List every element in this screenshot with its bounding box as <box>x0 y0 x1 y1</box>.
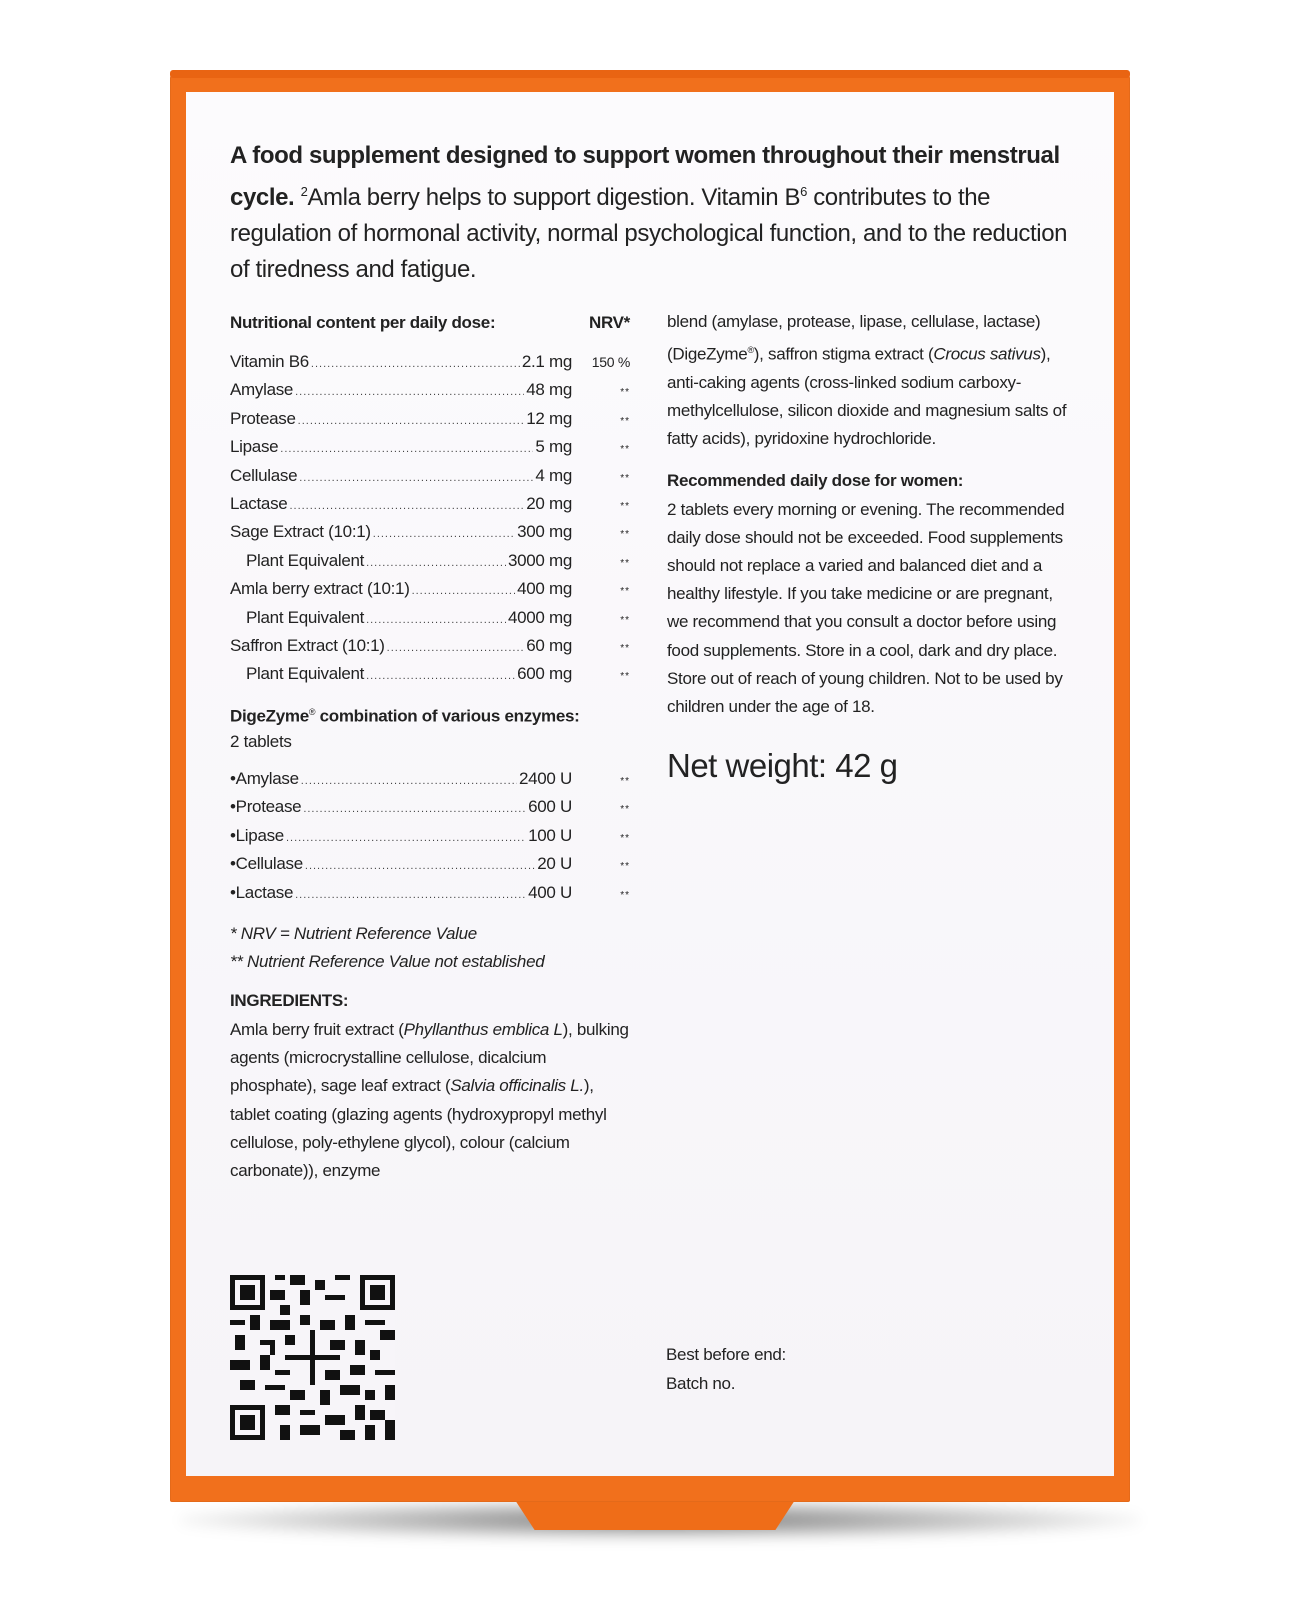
intro-text <box>230 138 1080 288</box>
table-row <box>230 547 630 575</box>
nutrient-name: Protease <box>230 408 296 428</box>
list-item <box>230 879 630 908</box>
nutrient-name: Lactase <box>230 493 288 513</box>
digezyme-heading <box>230 697 630 727</box>
nutrient-amount: 600 mg <box>517 664 572 684</box>
enzyme-amount: 600 U <box>528 797 572 817</box>
nutrition-header <box>230 308 630 338</box>
nutrient-nrv: ** <box>620 387 630 399</box>
table-row <box>230 405 630 433</box>
enzyme-name: • Lipase <box>230 822 284 851</box>
batch-info <box>666 1340 786 1398</box>
nutrient-nrv: ** <box>620 472 630 484</box>
nutrient-amount: 300 mg <box>517 522 572 542</box>
ingredients-latin: Crocus sativus <box>933 344 1041 364</box>
batch-label: Batch no. <box>666 1374 736 1393</box>
table-row <box>230 490 630 518</box>
enzyme-amount: 400 U <box>528 883 572 903</box>
right-column <box>667 308 1067 785</box>
footnotes <box>230 920 630 976</box>
ingredients-part: blend (amylase, protease, lipase, cellulase, lactase) (DigeZyme <box>667 312 1041 364</box>
dose-text: 2 tablets every morning or evening. The recommended daily dose should not be exceeded. Food supplements should not replace a varied and balanced diet and a healthy lifestyle. If you take medicine or are pregnant, we recommend that you consult a doctor before using food supplements. Store in a cool, dark and dry place. Store out of reach of young children. Not to be used by children under the age of 18. <box>667 499 1065 717</box>
table-row <box>230 632 630 660</box>
nutrient-nrv: 150 % <box>591 354 630 370</box>
table-row <box>230 376 630 404</box>
nutrient-nrv: ** <box>620 415 630 427</box>
ingredients-part: ), bulking agents (microcrystalline cellulose, dicalcium phosphate), sage leaf extract ( <box>230 1019 629 1096</box>
nutrient-amount: 400 mg <box>517 579 572 599</box>
registered-mark: ® <box>308 706 316 717</box>
table-row <box>230 660 630 688</box>
nutrient-nrv: ** <box>620 444 630 456</box>
nutrient-name: Plant Equivalent <box>246 550 365 570</box>
nutrient-nrv: ** <box>620 529 630 541</box>
ingredients-part: ), saffron stigma extract ( <box>753 344 934 364</box>
nutrient-nrv: ** <box>620 557 630 569</box>
ingredients-latin: Phyllanthus emblica L <box>403 1019 563 1039</box>
nutrient-amount: 12 mg <box>526 408 572 428</box>
table-row <box>230 518 630 546</box>
enzyme-nrv: ** <box>620 890 630 902</box>
nutrient-name: Amla berry extract (10:1) <box>230 579 410 599</box>
nutrient-nrv: ** <box>620 500 630 512</box>
footnote-2: 2 <box>300 184 308 199</box>
nrv-footnote: * NRV = Nutrient Reference Value <box>230 923 477 943</box>
box-lid <box>170 70 1130 78</box>
nutrient-nrv: ** <box>620 586 630 598</box>
ingredients-text <box>230 1016 630 1186</box>
digezyme-heading-b: combination of various enzymes: <box>315 706 580 726</box>
net-weight: Net weight: 42 g <box>667 747 898 785</box>
ingredients-part: Amla berry fruit extract ( <box>230 1019 404 1039</box>
best-before-label: Best before end: <box>666 1345 786 1364</box>
enzyme-name: • Protease <box>230 793 301 822</box>
enzyme-nrv: ** <box>620 804 630 816</box>
nutrient-amount: 4 mg <box>535 465 572 485</box>
enzyme-amount: 2400 U <box>518 768 572 788</box>
enzyme-amount: 20 U <box>537 854 572 874</box>
nrv-heading: NRV* <box>588 313 630 332</box>
table-row <box>230 575 630 603</box>
intro-text-b: contributes to the regulation of hormonal activity, normal psychological function, and to the reduction of tiredness and fatigue. <box>230 184 1068 283</box>
enzyme-nrv: ** <box>620 861 630 873</box>
enzyme-amount: 100 U <box>528 825 572 845</box>
nutrient-amount: 5 mg <box>535 437 572 457</box>
ingredients-part: ), tablet coating (glazing agents (hydroxypropyl methyl cellulose, poly-ethylene glycol), colour (calcium carbonate)), enzyme <box>230 1076 607 1181</box>
qr-code-icon <box>230 1275 395 1440</box>
not-established-footnote: ** Nutrient Reference Value not established <box>230 951 545 971</box>
nutrient-name: Saffron Extract (10:1) <box>230 635 385 655</box>
nutrient-amount: 2.1 mg <box>521 352 572 371</box>
table-row <box>230 604 630 632</box>
ingredients-continued <box>667 308 1067 454</box>
sup-6: 6 <box>800 184 807 199</box>
list-item <box>230 850 630 879</box>
nutrient-name: Plant Equivalent <box>246 664 365 684</box>
nutrition-heading: Nutritional content per daily dose: <box>230 313 496 332</box>
list-item <box>230 822 630 851</box>
nutrient-name: Lipase <box>230 437 279 457</box>
nutrient-name: Sage Extract (10:1) <box>230 522 371 542</box>
table-row <box>230 348 630 376</box>
enzyme-name: • Amylase <box>230 765 299 794</box>
enzyme-nrv: ** <box>620 832 630 844</box>
nutrient-nrv: ** <box>620 642 630 654</box>
enzyme-table <box>230 765 630 908</box>
nutrient-name: Amylase <box>230 380 294 400</box>
digezyme-heading-a: DigeZyme <box>230 706 309 726</box>
intro-text-a: Amla berry helps to support digestion. Vitamin B <box>307 184 801 211</box>
ingredients-part: ), anti-caking agents (cross-linked sodium carboxy-methylcellulose, silicon dioxide and magnesium salts of fatty acids), pyridoxine hydrochloride. <box>667 344 1067 449</box>
table-row <box>230 433 630 461</box>
enzyme-name: • Lactase <box>230 879 293 908</box>
intro-lead: A food supplement designed to support women throughout their menstrual cycle. <box>230 142 1060 211</box>
nutrient-amount: 4000 mg <box>507 607 572 627</box>
nutrient-name: Vitamin B6 <box>230 352 309 371</box>
nutrient-amount: 3000 mg <box>507 550 572 570</box>
nutrient-amount: 48 mg <box>526 380 572 400</box>
nutrition-table <box>230 348 630 689</box>
ingredients-heading: INGREDIENTS: <box>230 990 349 1010</box>
nutrient-nrv: ** <box>620 614 630 626</box>
digezyme-note: 2 tablets <box>230 731 292 751</box>
registered-mark: ® <box>747 345 754 356</box>
nutrient-amount: 60 mg <box>526 635 572 655</box>
list-item <box>230 765 630 794</box>
enzyme-nrv: ** <box>620 775 630 787</box>
table-row <box>230 462 630 490</box>
list-item <box>230 793 630 822</box>
left-column <box>230 308 630 1185</box>
nutrient-amount: 20 mg <box>526 493 572 513</box>
dose-heading: Recommended daily dose for women: <box>667 470 964 490</box>
box-bottom-tab <box>515 1500 795 1530</box>
enzyme-name: • Cellulase <box>230 850 303 879</box>
nutrient-nrv: ** <box>620 671 630 683</box>
nutrient-name: Cellulase <box>230 465 298 485</box>
nutrient-name: Plant Equivalent <box>246 607 365 627</box>
ingredients-latin: Salvia officinalis L. <box>450 1076 584 1096</box>
